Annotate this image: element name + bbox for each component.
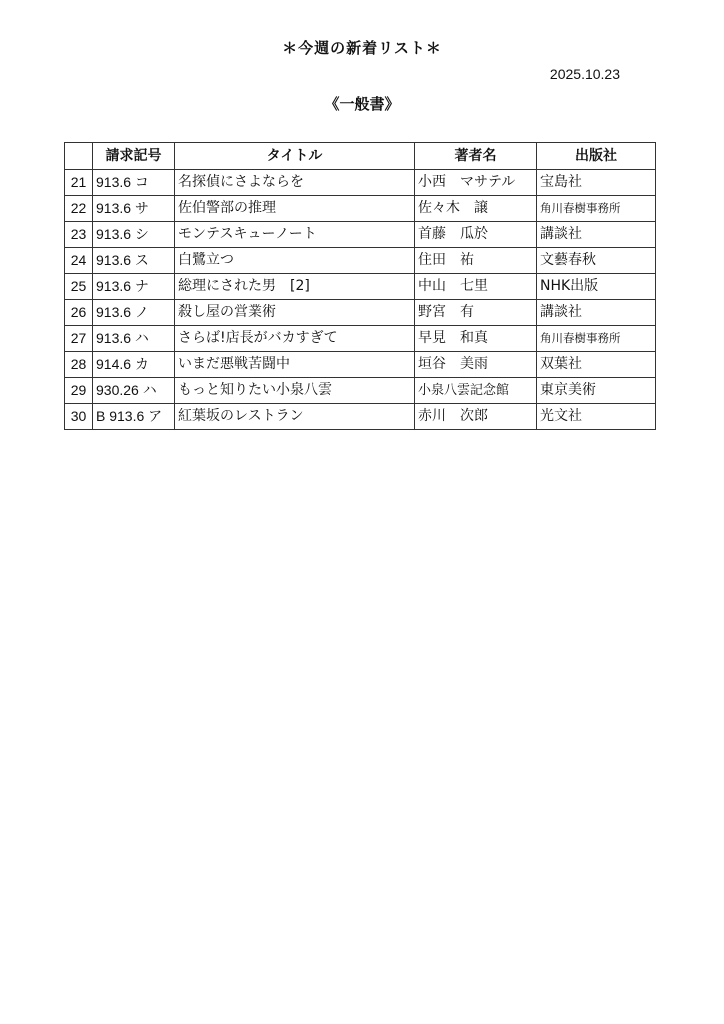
row-author: 早見 和真 bbox=[415, 326, 537, 352]
row-number: 21 bbox=[65, 170, 93, 196]
row-title: 白鷺立つ bbox=[175, 248, 415, 274]
row-title: 名探偵にさよならを bbox=[175, 170, 415, 196]
row-call-number: 913.6 ハ bbox=[93, 326, 175, 352]
table-header-row bbox=[65, 143, 656, 170]
row-publisher: 文藝春秋 bbox=[537, 248, 656, 274]
list-date: 2025.10.23 bbox=[549, 66, 620, 82]
new-arrivals-table bbox=[64, 142, 656, 430]
row-publisher: 光文社 bbox=[537, 404, 656, 430]
row-publisher: 東京美術 bbox=[537, 378, 656, 404]
row-author: 住田 祐 bbox=[415, 248, 537, 274]
row-author: 小泉八雲記念館 bbox=[415, 378, 537, 404]
row-number: 30 bbox=[65, 404, 93, 430]
row-title: モンテスキューノート bbox=[175, 222, 415, 248]
row-title: 殺し屋の営業術 bbox=[175, 300, 415, 326]
table-row bbox=[65, 378, 656, 404]
row-number: 23 bbox=[65, 222, 93, 248]
row-call-number: 913.6 コ bbox=[93, 170, 175, 196]
row-call-number: 913.6 シ bbox=[93, 222, 175, 248]
row-title: さらば!店長がバカすぎて bbox=[175, 326, 415, 352]
table-row bbox=[65, 326, 656, 352]
row-author: 赤川 次郎 bbox=[415, 404, 537, 430]
row-author: 垣谷 美雨 bbox=[415, 352, 537, 378]
row-publisher: 角川春樹事務所 bbox=[537, 196, 656, 222]
table-row bbox=[65, 300, 656, 326]
header-publisher: 出版社 bbox=[537, 143, 656, 170]
row-number: 24 bbox=[65, 248, 93, 274]
row-call-number: B 913.6 ア bbox=[93, 404, 175, 430]
table-row bbox=[65, 196, 656, 222]
row-author: 首藤 瓜於 bbox=[415, 222, 537, 248]
row-number: 29 bbox=[65, 378, 93, 404]
row-publisher: 講談社 bbox=[537, 222, 656, 248]
table-row bbox=[65, 404, 656, 430]
table-row bbox=[65, 170, 656, 196]
row-author: 中山 七里 bbox=[415, 274, 537, 300]
row-title: 佐伯警部の推理 bbox=[175, 196, 415, 222]
row-publisher: 宝島社 bbox=[537, 170, 656, 196]
row-title: いまだ悪戦苦闘中 bbox=[175, 352, 415, 378]
table-row bbox=[65, 274, 656, 300]
row-publisher: 双葉社 bbox=[537, 352, 656, 378]
row-title: もっと知りたい小泉八雲 bbox=[175, 378, 415, 404]
row-call-number: 913.6 ノ bbox=[93, 300, 175, 326]
row-title: 総理にされた男 [2] bbox=[175, 274, 415, 300]
row-call-number: 913.6 サ bbox=[93, 196, 175, 222]
row-number: 22 bbox=[65, 196, 93, 222]
table-row bbox=[65, 352, 656, 378]
row-number: 27 bbox=[65, 326, 93, 352]
table-row bbox=[65, 248, 656, 274]
header-author: 著者名 bbox=[415, 143, 537, 170]
row-publisher: 講談社 bbox=[537, 300, 656, 326]
row-author: 佐々木 譲 bbox=[415, 196, 537, 222]
row-publisher: NHK出版 bbox=[537, 274, 656, 300]
section-heading: 《一般書》 bbox=[324, 95, 400, 113]
table-row bbox=[65, 222, 656, 248]
row-number: 28 bbox=[65, 352, 93, 378]
row-call-number: 913.6 ナ bbox=[93, 274, 175, 300]
row-author: 小西 マサテル bbox=[415, 170, 537, 196]
row-author: 野宮 有 bbox=[415, 300, 537, 326]
page-title: ＊今週の新着リスト＊ bbox=[282, 39, 442, 57]
header-title: タイトル bbox=[175, 143, 415, 170]
header-call-number: 請求記号 bbox=[93, 143, 175, 170]
row-title: 紅葉坂のレストラン bbox=[175, 404, 415, 430]
row-number: 25 bbox=[65, 274, 93, 300]
row-call-number: 913.6 ス bbox=[93, 248, 175, 274]
row-call-number: 930.26 ハ bbox=[93, 378, 175, 404]
header-num bbox=[65, 143, 93, 170]
row-publisher: 角川春樹事務所 bbox=[537, 326, 656, 352]
row-number: 26 bbox=[65, 300, 93, 326]
row-call-number: 914.6 カ bbox=[93, 352, 175, 378]
